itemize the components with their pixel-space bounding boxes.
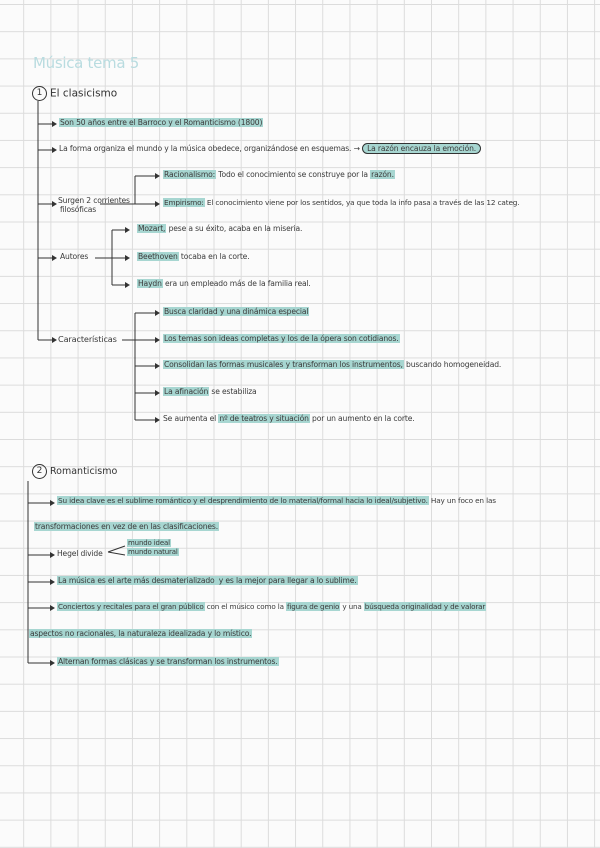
line-text: se estabiliza	[209, 387, 257, 396]
highlight-text: Alternan formas clásicas y se transforman los instrumentos.	[58, 657, 278, 666]
hegel-label: Hegel divide	[57, 549, 103, 558]
line-text: Se aumenta el	[163, 414, 219, 423]
section-1-heading	[32, 86, 117, 101]
highlight-text: La música es el arte más desmaterializado	[58, 576, 215, 585]
highlight-text: mundo natural	[128, 548, 178, 556]
highlight-text: y es la mejor para llegar a lo sublime.	[216, 576, 357, 585]
autores-label: Autores	[60, 252, 89, 261]
line-text: buscando homogeneidad.	[403, 360, 502, 369]
line-text: La forma organiza el mundo y la música obedece, organizándose en esquemas.	[59, 144, 352, 153]
romanticismo-line-1	[57, 496, 496, 505]
highlight-text: nº de teatros y situación	[219, 414, 309, 423]
highlight-text: Beethoven	[138, 252, 178, 261]
label-line: Surgen 2 corrientes	[58, 196, 130, 205]
line-text: y una	[340, 602, 364, 611]
caracteristica-4	[163, 387, 257, 396]
caracteristica-3	[163, 360, 501, 369]
line-text: tocaba en la corte.	[178, 252, 250, 261]
section-number: 1	[32, 86, 47, 101]
line-text: Hay un foco en las	[428, 496, 496, 505]
clasicismo-line-1	[59, 118, 263, 127]
highlight-text: Consolidan las formas musicales y transforman los instrumentos,	[164, 360, 403, 369]
romanticismo-line-3	[57, 576, 358, 585]
highlight-text: aspectos no racionales, la naturaleza idealizada y lo místico.	[30, 629, 252, 638]
highlight-text: figura de genio	[286, 602, 340, 611]
romanticismo-line-5	[57, 657, 279, 666]
empirismo-item	[163, 198, 519, 207]
caracteristicas-label: Características	[58, 334, 117, 344]
arrow-glyph: →	[353, 144, 360, 153]
term: Racionalismo:	[164, 170, 215, 179]
highlight-text: Son 50 años entre el Barroco y el Romanticismo (1800)	[60, 118, 263, 127]
label-line: filosóficas	[60, 205, 97, 214]
page-title: Música tema 5	[33, 54, 139, 72]
highlight-text: razón.	[371, 170, 394, 179]
line-text: era un empleado más de la familia real.	[162, 279, 311, 288]
section-title: El clasicismo	[50, 87, 118, 100]
caracteristica-5	[163, 414, 415, 423]
section-2-heading	[32, 464, 117, 479]
racionalismo-item	[163, 170, 395, 179]
clasicismo-line-2	[59, 144, 481, 153]
section-number: 2	[32, 464, 47, 479]
beethoven-item	[137, 252, 249, 261]
highlight-text: Busca claridad y una dinámica especial	[164, 307, 309, 316]
highlight-text: Mozart,	[138, 224, 166, 233]
definition: El conocimiento viene por los sentidos, ya que toda la info pasa a través de las 12 categ.	[204, 198, 520, 207]
caracteristica-2	[163, 334, 400, 343]
corrientes-label	[58, 196, 130, 214]
line-text: por un aumento en la corte.	[309, 414, 415, 423]
line-text: con el músico como la	[204, 602, 286, 611]
definition: Todo el conocimiento se construye por la	[216, 170, 371, 179]
caracteristica-1	[163, 307, 309, 316]
romanticismo-line-4	[57, 602, 486, 611]
mozart-item	[137, 224, 302, 233]
hegel-division	[127, 539, 179, 557]
highlight-text: La afinación	[164, 387, 209, 396]
highlight-text: búsqueda originalidad y de valorar	[364, 602, 486, 611]
term: Empirismo:	[164, 198, 204, 207]
line-text: pese a su éxito, acaba en la miseria.	[166, 224, 303, 233]
boxed-highlight: La razón encauza la emoción.	[362, 143, 481, 154]
highlight-text: Los temas son ideas completas y los de la ópera son cotidianos.	[164, 334, 399, 343]
highlight-text: Haydn	[138, 279, 162, 288]
highlight-text: Su idea clave es el sublime romántico y el desprendimiento de lo material/formal hacia lo ideal/subjetivo.	[58, 496, 428, 505]
highlight-text: mundo ideal	[128, 539, 170, 547]
haydn-item	[137, 279, 311, 288]
romanticismo-line-1-cont	[34, 522, 219, 531]
section-title: Romanticismo	[50, 466, 118, 477]
highlight-text: Conciertos y recitales para el gran público	[58, 602, 204, 611]
romanticismo-line-4-cont	[29, 629, 252, 638]
highlight-text: transformaciones en vez de en las clasificaciones.	[35, 522, 218, 531]
